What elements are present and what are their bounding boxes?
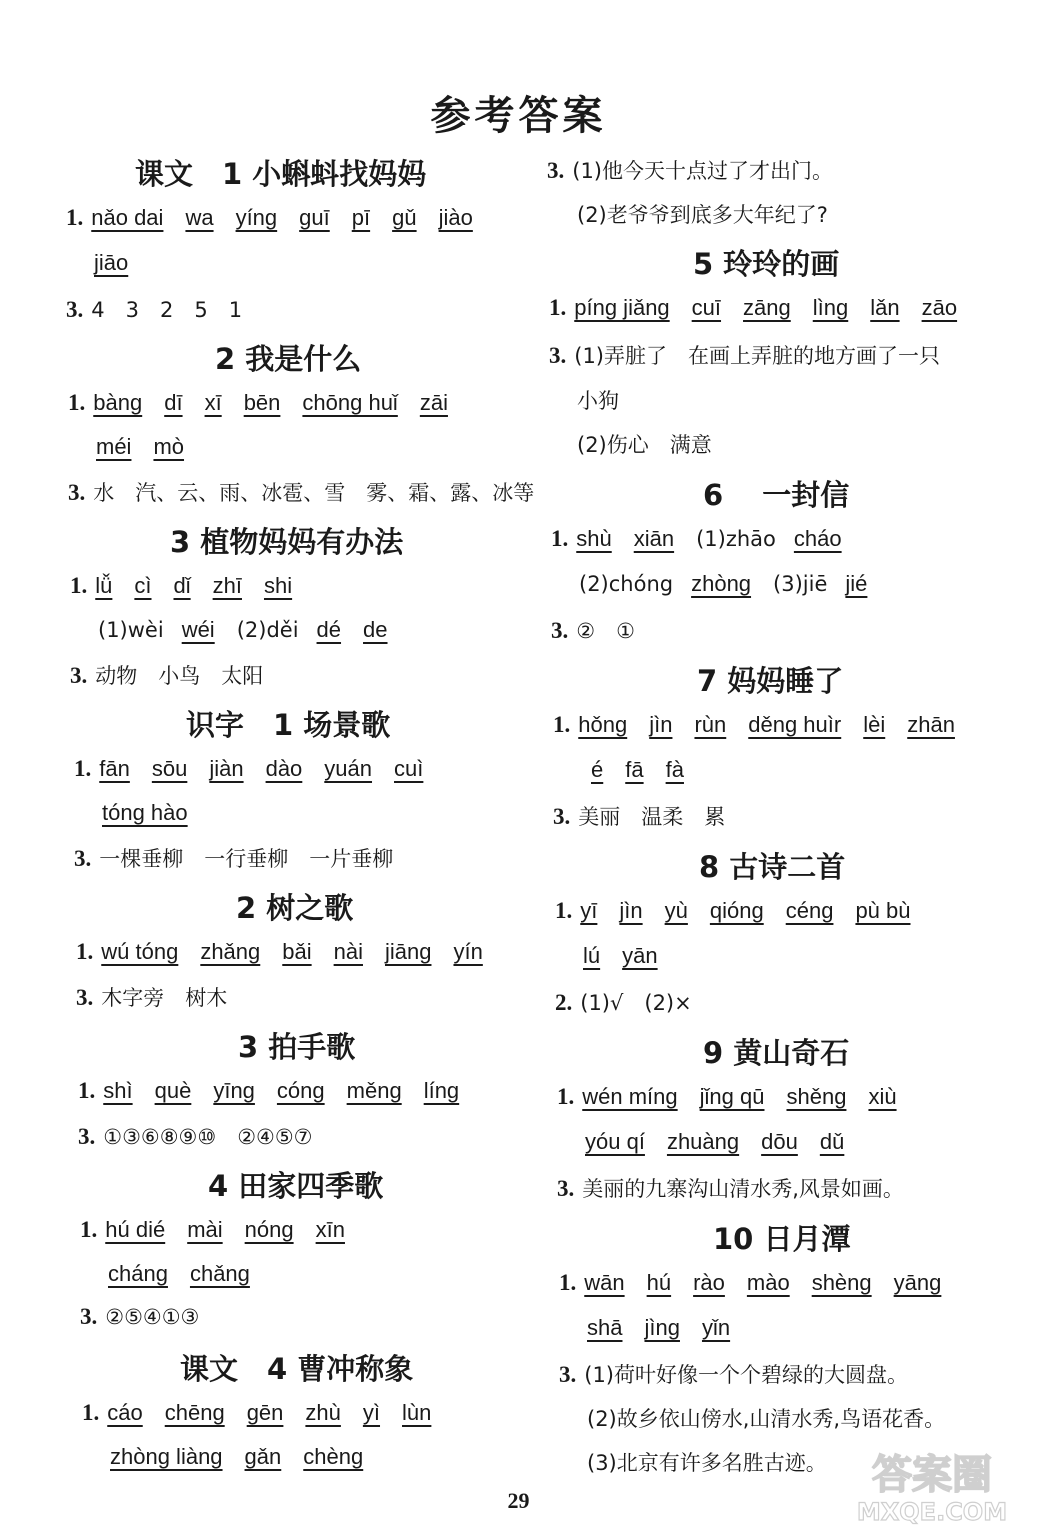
answer-line <box>585 1129 866 1155</box>
pinyin-answer: nóng <box>244 1217 294 1242</box>
answer-line <box>547 155 851 185</box>
answer-line <box>587 1447 845 1477</box>
answer-line <box>549 340 958 370</box>
answer-line <box>549 295 979 321</box>
pinyin-answer: yīng <box>213 1078 255 1103</box>
pinyin-answer: shì <box>103 1078 133 1103</box>
answer-line <box>74 843 411 873</box>
question-number: 1. <box>78 1078 96 1103</box>
section-title: 5 玲玲的画 <box>693 247 840 281</box>
answer-line <box>551 526 864 552</box>
pinyin-answer: lú <box>583 943 601 968</box>
text-answer: 动物 小鸟 太阳 <box>95 664 264 688</box>
pinyin-answer: jìn <box>619 898 643 923</box>
pinyin-answer: què <box>154 1078 192 1103</box>
answer-line <box>555 987 710 1017</box>
pinyin-answer: dī <box>164 390 183 415</box>
answer-line <box>76 982 245 1012</box>
text-answer: (1)zhāo <box>696 527 776 551</box>
text-answer: (3)jiē <box>773 572 828 596</box>
text-answer: (1)弄脏了 在画上弄脏的地方画了一只 <box>574 344 940 368</box>
pinyin-answer: dǔ <box>819 1129 845 1154</box>
pinyin-answer: hú <box>646 1270 672 1295</box>
text-answer: (1)荷叶好像一个个碧绿的大圆盘。 <box>584 1363 908 1387</box>
pinyin-answer: gēn <box>246 1400 284 1425</box>
answer-line <box>579 571 889 597</box>
pinyin-answer: sōu <box>151 756 188 781</box>
answer-line <box>108 1261 272 1287</box>
pinyin-answer: gǔ <box>392 205 417 230</box>
pinyin-answer: shěng <box>786 1084 847 1109</box>
section-title: 2 我是什么 <box>215 342 362 376</box>
answer-line <box>66 294 260 324</box>
pinyin-answer: lǚ <box>95 573 113 598</box>
answer-line <box>98 617 410 643</box>
pinyin-answer: é <box>591 757 604 782</box>
pinyin-answer: pī <box>351 205 371 230</box>
question-number: 3. <box>547 158 565 183</box>
pinyin-answer: céng <box>785 898 834 923</box>
pinyin-answer: píng jiǎng <box>574 295 670 320</box>
text-answer: 美丽的九寨沟山清水秀,风景如画。 <box>582 1177 904 1201</box>
pinyin-answer: jiāo <box>94 250 129 275</box>
text-answer: 一棵垂柳 一行垂柳 一片垂柳 <box>99 847 394 871</box>
pinyin-answer: yān <box>622 943 658 968</box>
question-number: 1. <box>557 1084 575 1109</box>
question-number: 3. <box>80 1304 98 1329</box>
pinyin-answer: wú tóng <box>101 939 179 964</box>
answer-line <box>70 573 314 599</box>
pinyin-answer: jié <box>845 571 868 596</box>
pinyin-answer: xī <box>204 390 222 415</box>
answer-line <box>553 712 977 738</box>
answer-line <box>70 660 281 690</box>
pinyin-answer: zhòng liàng <box>110 1444 223 1469</box>
pinyin-answer: cuì <box>394 756 424 781</box>
answer-line <box>577 385 637 415</box>
pinyin-answer: fān <box>99 756 130 781</box>
pinyin-answer: mào <box>746 1270 790 1295</box>
pinyin-answer: mò <box>153 434 185 459</box>
question-number: 3. <box>557 1176 575 1201</box>
pinyin-answer: cuī <box>691 295 722 320</box>
section-title: 课文 4 曹冲称象 <box>180 1352 414 1386</box>
pinyin-answer: xiù <box>868 1084 897 1109</box>
pinyin-answer: yī <box>580 898 598 923</box>
answer-line <box>94 250 150 276</box>
pinyin-answer: yǐn <box>701 1315 731 1340</box>
answer-line <box>80 1304 217 1330</box>
pinyin-answer: xīn <box>315 1217 345 1242</box>
pinyin-answer: lǎn <box>870 295 900 320</box>
section-title: 6 一封信 <box>703 478 850 512</box>
pinyin-answer: zhān <box>907 712 955 737</box>
pinyin-answer: jǐng qū <box>699 1084 765 1109</box>
pinyin-answer: yì <box>362 1400 381 1425</box>
pinyin-answer: jiāng <box>384 939 432 964</box>
pinyin-answer: wa <box>185 205 214 230</box>
page-number: 29 <box>507 1488 530 1513</box>
text-answer: ② ① <box>576 619 635 643</box>
question-number: 2. <box>555 990 573 1015</box>
pinyin-answer: wén míng <box>582 1084 678 1109</box>
answer-line <box>78 1121 331 1151</box>
pinyin-answer: dé <box>316 617 342 642</box>
pinyin-answer: tóng hào <box>102 800 188 825</box>
pinyin-answer: měng <box>346 1078 402 1103</box>
pinyin-answer: zhù <box>305 1400 341 1425</box>
question-number: 1. <box>555 898 573 923</box>
question-number: 3. <box>549 343 567 368</box>
section-title: 8 古诗二首 <box>699 850 846 884</box>
section-title: 课文 1 小蝌蚪找妈妈 <box>135 157 427 191</box>
pinyin-answer: shā <box>587 1315 623 1340</box>
text-answer: (1)他今天十点过了才出门。 <box>572 159 833 183</box>
pinyin-answer: yù <box>664 898 688 923</box>
pinyin-answer: jiàn <box>209 756 244 781</box>
answer-line <box>96 434 206 460</box>
question-number: 3. <box>68 480 86 505</box>
pinyin-answer: rùn <box>694 712 727 737</box>
text-answer: 小狗 <box>577 389 619 413</box>
answer-line <box>577 429 730 459</box>
text-answer: (2)chóng <box>579 572 674 596</box>
pinyin-answer: hǒng <box>578 712 628 737</box>
pinyin-answer: guī <box>299 205 330 230</box>
pinyin-answer: shù <box>576 526 612 551</box>
answer-line <box>110 1444 385 1470</box>
question-number: 3. <box>66 297 84 322</box>
answer-line <box>587 1315 752 1341</box>
answer-line <box>559 1270 963 1296</box>
question-number: 1. <box>66 205 84 230</box>
pinyin-answer: cì <box>134 573 152 598</box>
pinyin-answer: yín <box>453 939 483 964</box>
pinyin-answer: rào <box>693 1270 725 1295</box>
section-title: 3 拍手歌 <box>238 1030 356 1064</box>
watermark-main-text: 答案圈 <box>872 1452 992 1498</box>
text-answer: (2)故乡依山傍水,山清水秀,鸟语花香。 <box>587 1407 946 1431</box>
text-answer: (1)wèi <box>98 618 164 642</box>
question-number: 3. <box>551 618 569 643</box>
pinyin-answer: nài <box>333 939 363 964</box>
text-answer: (2)伤心 满意 <box>577 433 712 457</box>
section-title: 9 黄山奇石 <box>703 1036 850 1070</box>
question-number: 1. <box>70 573 88 598</box>
answer-line <box>82 1400 453 1426</box>
pinyin-answer: shi <box>263 573 293 598</box>
pinyin-answer: bēn <box>243 390 281 415</box>
question-number: 1. <box>559 1270 577 1295</box>
watermark-sub-text: MXQE.COM <box>856 1498 1008 1526</box>
answer-line <box>68 390 470 416</box>
answer-line <box>591 757 706 783</box>
text-answer: (1)√ (2)× <box>580 991 692 1015</box>
pinyin-answer: yuán <box>324 756 373 781</box>
pinyin-answer: dōu <box>761 1129 798 1154</box>
answer-line <box>559 1359 926 1389</box>
question-number: 1. <box>549 295 567 320</box>
answer-line <box>557 1084 919 1110</box>
section-title: 2 树之歌 <box>236 891 354 925</box>
section-title: 4 田家四季歌 <box>208 1169 384 1203</box>
pinyin-answer: zhuàng <box>666 1129 740 1154</box>
pinyin-answer: zhǎng <box>200 939 261 964</box>
answer-line <box>66 205 495 231</box>
pinyin-answer: gǎn <box>244 1444 282 1469</box>
question-number: 1. <box>80 1217 98 1242</box>
pinyin-answer: děng huìr <box>748 712 842 737</box>
page-title: 参考答案 <box>430 93 607 139</box>
pinyin-answer: jìng <box>644 1315 680 1340</box>
answer-line <box>68 477 552 507</box>
pinyin-answer: bàng <box>93 390 143 415</box>
pinyin-answer: lèi <box>863 712 886 737</box>
pinyin-answer: mài <box>187 1217 223 1242</box>
answer-line <box>555 898 933 924</box>
answer-line <box>551 615 653 645</box>
pinyin-answer: yíng <box>235 205 278 230</box>
pinyin-answer: zāi <box>419 390 448 415</box>
text-answer: ①③⑥⑧⑨⑩ ②④⑤⑦ <box>103 1125 313 1149</box>
question-number: 1. <box>553 712 571 737</box>
pinyin-answer: chǎng <box>189 1261 250 1286</box>
text-answer: 木字旁 树木 <box>101 986 228 1010</box>
question-number: 3. <box>559 1362 577 1387</box>
pinyin-answer: lìng <box>812 295 849 320</box>
pinyin-answer: dǐ <box>173 573 191 598</box>
watermark-logo <box>842 1440 1022 1530</box>
pinyin-answer: wān <box>584 1270 625 1295</box>
answer-line <box>577 199 846 229</box>
pinyin-answer: de <box>363 617 388 642</box>
pinyin-answer: fà <box>665 757 684 782</box>
pinyin-answer: yāng <box>893 1270 942 1295</box>
answer-line <box>102 800 210 826</box>
pinyin-answer: cóng <box>276 1078 325 1103</box>
answer-line <box>80 1217 367 1243</box>
question-number: 3. <box>553 804 571 829</box>
pinyin-answer: chèng <box>303 1444 364 1469</box>
pinyin-answer: chēng <box>164 1400 225 1425</box>
section-title: 7 妈妈睡了 <box>697 664 844 698</box>
text-answer: 美丽 温柔 累 <box>578 805 726 829</box>
pinyin-answer: cháng <box>108 1261 168 1286</box>
text-answer: 水 汽、云、雨、冰雹、雪 雾、霜、露、冰等 <box>93 481 535 505</box>
pinyin-answer: dào <box>265 756 303 781</box>
text-answer: (2)老爷爷到底多大年纪了? <box>577 203 828 227</box>
question-number: 1. <box>551 526 569 551</box>
text-answer: ②⑤④①③ <box>105 1305 200 1329</box>
pinyin-answer: lùn <box>402 1400 432 1425</box>
pinyin-answer: xiān <box>633 526 675 551</box>
pinyin-answer: líng <box>423 1078 460 1103</box>
pinyin-answer: yóu qí <box>585 1129 645 1154</box>
answer-line <box>587 1403 963 1433</box>
answer-line <box>583 943 680 969</box>
pinyin-answer: zāo <box>921 295 958 320</box>
answer-line <box>553 801 743 831</box>
pinyin-answer: fā <box>625 757 644 782</box>
question-number: 3. <box>74 846 92 871</box>
answer-line <box>74 756 445 782</box>
pinyin-answer: jìn <box>649 712 673 737</box>
pinyin-answer: zāng <box>743 295 791 320</box>
question-number: 3. <box>70 663 88 688</box>
pinyin-answer: hú dié <box>105 1217 166 1242</box>
question-number: 1. <box>68 390 86 415</box>
section-title: 识字 1 场景歌 <box>186 708 391 742</box>
pinyin-answer: cháo <box>793 526 842 551</box>
text-answer: (3)北京有许多名胜古迹。 <box>587 1451 827 1475</box>
pinyin-answer: bǎi <box>282 939 312 964</box>
pinyin-answer: wéi <box>181 617 215 642</box>
section-title: 3 植物妈妈有办法 <box>170 525 404 559</box>
pinyin-answer: qióng <box>709 898 764 923</box>
question-number: 1. <box>74 756 92 781</box>
pinyin-answer: méi <box>96 434 132 459</box>
pinyin-answer: nǎo dai <box>91 205 164 230</box>
pinyin-answer: cáo <box>107 1400 143 1425</box>
answer-line <box>76 939 505 965</box>
question-number: 1. <box>76 939 94 964</box>
pinyin-answer: zhòng <box>691 571 752 596</box>
text-answer: 4 3 2 5 1 <box>91 298 243 322</box>
pinyin-answer: chōng huǐ <box>302 390 398 415</box>
text-answer: (2)děi <box>236 618 299 642</box>
pinyin-answer: pù bù <box>855 898 911 923</box>
question-number: 3. <box>76 985 94 1010</box>
question-number: 1. <box>82 1400 100 1425</box>
pinyin-answer: shèng <box>811 1270 872 1295</box>
section-title: 10 日月潭 <box>713 1222 851 1256</box>
pinyin-answer: jiào <box>438 205 473 230</box>
answer-line <box>557 1173 922 1203</box>
question-number: 3. <box>78 1124 96 1149</box>
answer-line <box>78 1078 481 1104</box>
pinyin-answer: zhī <box>212 573 242 598</box>
